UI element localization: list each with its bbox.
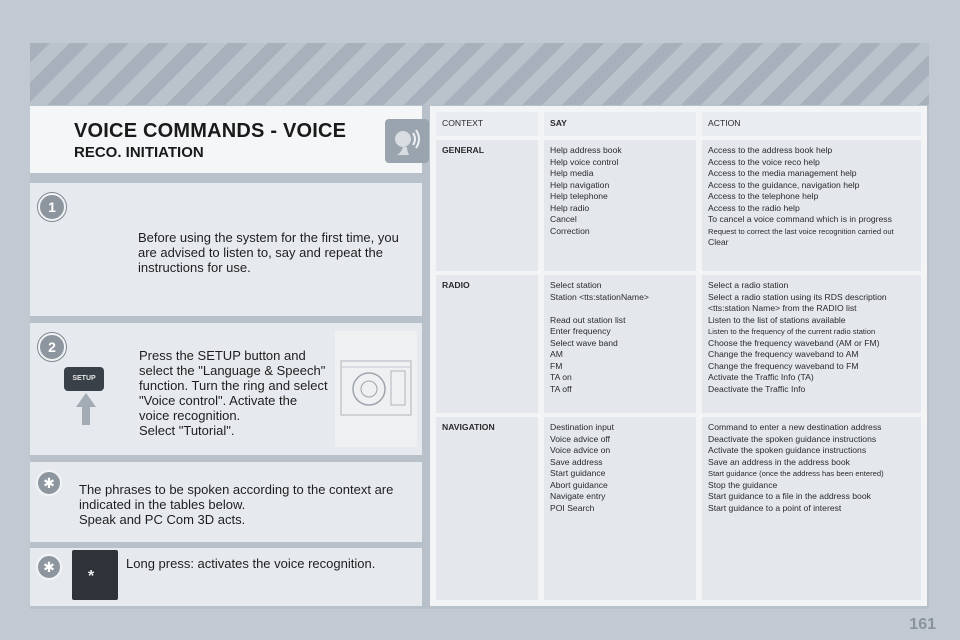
- table-cell-line: Access to the voice reco help: [708, 156, 820, 167]
- table-cell-line: Select station: [550, 280, 602, 290]
- table-cell-line: Listen to the list of stations available: [708, 314, 846, 325]
- step-2-card: [30, 323, 422, 455]
- table-cell-line: Help voice control: [550, 156, 619, 167]
- tip-1-card: [30, 462, 422, 542]
- setup-button-illustration: [64, 367, 104, 391]
- table-header-action: ACTION: [702, 112, 921, 136]
- table-cell-line: Access to the address book help: [708, 145, 833, 155]
- title-card: [30, 106, 422, 173]
- voice-recognition-icon: [385, 119, 429, 163]
- arrow-up-icon: [76, 393, 96, 407]
- step-1-card: [30, 183, 422, 316]
- table-cell-line: TA off: [550, 383, 572, 394]
- page-number: 161: [909, 616, 936, 633]
- table-cell-line: Help telephone: [550, 191, 608, 201]
- table-cell-line: Help media: [550, 168, 594, 178]
- table-cell-line: Activate the Traffic Info (TA): [708, 372, 814, 382]
- lightbulb-icon: ✱: [36, 470, 62, 496]
- table-cell-line: Navigate entry: [550, 491, 606, 501]
- step-2-text: Press the SETUP button and select the "Language & Speech" function. Turn the ring and select "Voice control". Activate the voice recognition. Select "Tutorial".: [139, 348, 328, 438]
- table-row-context: NAVIGATION: [436, 417, 538, 600]
- table-cell-line: Stop the guidance: [708, 479, 778, 490]
- table-cell-line: Deactivate the Traffic Info: [708, 383, 806, 394]
- table-cell-line: AM: [550, 349, 563, 359]
- table-cell-line: Save address: [550, 456, 603, 467]
- table-cell-line: Help radio: [550, 202, 590, 213]
- table-cell-line: Change the frequency waveband to FM: [708, 360, 859, 371]
- table-cell-line: Destination input: [550, 422, 615, 432]
- table-row-say: [544, 275, 696, 413]
- table-cell-line: Command to enter a new destination address: [708, 422, 882, 432]
- table-cell-line: POI Search: [550, 502, 595, 513]
- table-cell-line: TA on: [550, 372, 572, 382]
- table-header-context: CONTEXT: [436, 112, 538, 136]
- table-cell-line: To cancel a voice command which is in progress: [708, 214, 892, 224]
- table-cell-line: Help address book: [550, 145, 622, 155]
- table-header-say: SAY: [544, 112, 696, 136]
- table-cell-line: FM: [550, 360, 563, 371]
- table-row-action: [702, 417, 921, 600]
- table-cell-line: Access to the telephone help: [708, 191, 819, 201]
- table-cell-line: Access to the radio help: [708, 202, 800, 213]
- setup-button-label: SETUP: [72, 375, 96, 382]
- table-cell-line: Voice advice on: [550, 445, 611, 455]
- step-1-badge: 1: [38, 193, 66, 221]
- table-cell-line: Station <tts:stationName>: [550, 291, 649, 302]
- table-cell-line: Clear: [708, 237, 729, 247]
- tip-2-card: [30, 548, 422, 606]
- table-row-context: RADIO: [436, 275, 538, 413]
- table-cell-line: Access to the guidance, navigation help: [708, 179, 860, 190]
- table-cell-line: Abort guidance: [550, 479, 608, 490]
- table-row-say: [544, 140, 696, 271]
- page-title: VOICE COMMANDS - VOICE: [74, 120, 347, 142]
- tip-1-text: The phrases to be spoken according to the context are indicated in the tables below. Speak and PC Com 3D acts.: [79, 482, 394, 527]
- step-2-badge: 2: [38, 333, 66, 361]
- arrow-stem: [82, 407, 90, 425]
- table-cell-line: <tts:station Name> from the RADIO list: [708, 303, 857, 313]
- table-row-action: [702, 275, 921, 413]
- star-key-icon: *: [88, 568, 95, 585]
- table-cell-line: Select a radio station using its RDS description: [708, 291, 887, 302]
- steering-control-illustration: [72, 550, 118, 600]
- table-row-context: GENERAL: [436, 140, 538, 271]
- table-cell-line: Deactivate the spoken guidance instructions: [708, 433, 877, 444]
- table-cell-line: Access to the media management help: [708, 168, 857, 178]
- step-1-text: Before using the system for the first time, you are advised to listen to, say and repeat the instructions for use.: [138, 230, 399, 275]
- table-cell-line: Read out station list: [550, 314, 626, 325]
- page-subtitle: RECO. INITIATION: [74, 144, 204, 161]
- table-cell-line: Select wave band: [550, 337, 618, 348]
- table-cell-line: Listen to the frequency of the current radio station: [708, 327, 876, 336]
- table-row-action: [702, 140, 921, 271]
- table-cell-line: Cancel: [550, 214, 577, 224]
- table-cell-line: Enter frequency: [550, 326, 611, 336]
- lightbulb-icon: ✱: [36, 554, 62, 580]
- table-cell-line: Help navigation: [550, 179, 610, 190]
- tip-2-text: Long press: activates the voice recognition.: [126, 556, 376, 571]
- table-cell-line: Activate the spoken guidance instructions: [708, 445, 867, 455]
- commands-table: [430, 106, 927, 606]
- table-cell-line: Start guidance to a point of interest: [708, 502, 842, 513]
- table-cell-line: Change the frequency waveband to AM: [708, 349, 859, 359]
- table-cell-line: Select a radio station: [708, 280, 789, 290]
- table-cell-line: Start guidance: [550, 468, 606, 478]
- table-cell-line: Correction: [550, 225, 590, 236]
- table-cell-line: [550, 303, 690, 315]
- table-cell-line: Start guidance (once the address has been entered): [708, 469, 884, 478]
- table-cell-line: Voice advice off: [550, 433, 611, 444]
- table-cell-line: Start guidance to a file in the address book: [708, 491, 871, 501]
- table-cell-line: Request to correct the last voice recognition carried out: [708, 226, 894, 236]
- table-cell-line: Save an address in the address book: [708, 456, 850, 467]
- table-row-say: [544, 417, 696, 600]
- table-cell-line: Choose the frequency waveband (AM or FM): [708, 337, 880, 348]
- header-hatch-band: [30, 43, 929, 105]
- radio-unit-illustration: [335, 331, 417, 447]
